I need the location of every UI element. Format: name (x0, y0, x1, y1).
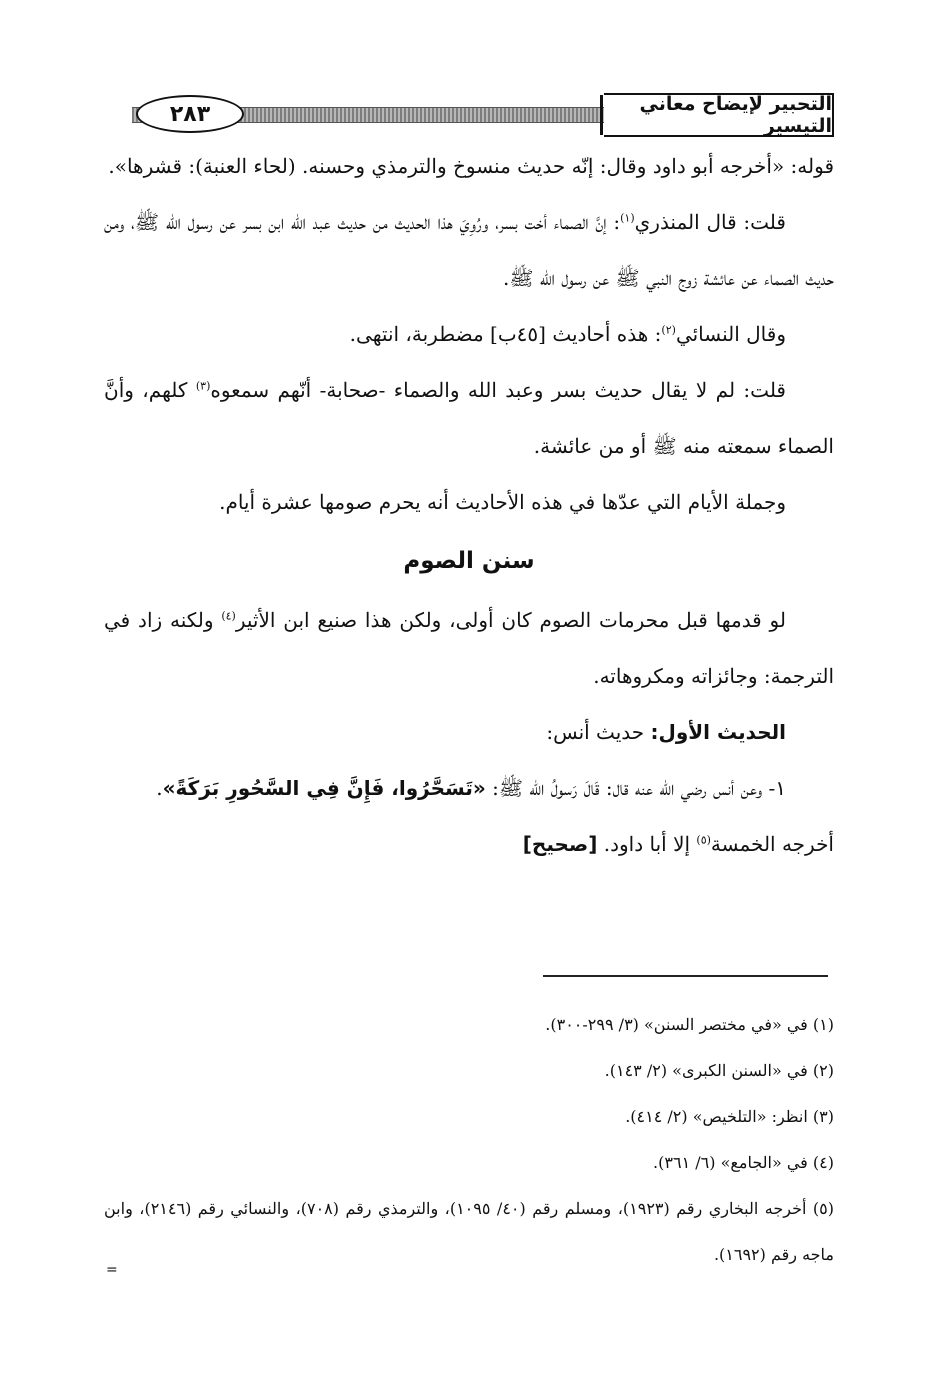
footnote-ref-5: (٥) (696, 833, 711, 847)
paragraph-8: ١- وعن أنس رضي الله عنه قال: قَالَ رَسولُ الله ﷺ: «تَسَحَّرُوا، فَإِنَّ فِي السَّحُورِ بَرَكَةً». (156, 776, 786, 800)
hadith-grade: [صحيح] (522, 832, 598, 856)
footnote-ref-4: (٤) (221, 609, 236, 623)
book-title: التحبير لإيضاح معاني التيسير (604, 93, 834, 137)
footnote-ref-3: (٣) (195, 379, 211, 393)
footnote-1: (١) في «في مختصر السنن» (٣/ ٢٩٩-٣٠٠). (545, 1015, 834, 1034)
page-number: ٢٨٣ (136, 95, 244, 133)
main-text (104, 138, 834, 872)
footnote-divider (543, 975, 828, 977)
footnote-3: (٣) انظر: «التلخيص» (٢/ ٤١٤). (625, 1107, 834, 1126)
paragraph-1: قوله: «أخرجه أبو داود وقال: إنّه حديث منسوخ والترمذي وحسنه. (لحاء العنبة): قشرها». (108, 154, 834, 178)
continuation-mark: = (106, 1262, 118, 1278)
paragraph-9: أخرجه الخمسة$^{(٥)}$ إلا أبا داود. [صحيح] (522, 832, 834, 856)
paragraph-3: وقال النسائي$^{(٢)}$: هذه أحاديث [٤٥ب] مضطربة، انتهى. (349, 322, 786, 346)
paragraph-5: وجملة الأيام التي عدّها في هذه الأحاديث أنه يحرم صومها عشرة أيام. (219, 490, 786, 514)
footnote-2: (٢) في «السنن الكبرى» (٢/ ١٤٣). (604, 1061, 834, 1080)
footnote-ref-1: (١) (620, 211, 635, 225)
paragraph-2: قلت: قال المنذري$^{(١)}$: إنَّ الصماء أخت بسر، ورُوِيَ هذا الحديث من حديث عبد الله ابن بسر عن رسول الله ﷺ، ومن حديث الصماء عن عائشة زوج النبي ﷺ عن رسول الله ﷺ. (104, 210, 834, 290)
footnotes (104, 1002, 834, 1278)
hadith-text: «تَسَحَّرُوا، فَإِنَّ فِي السَّحُورِ بَرَكَةً» (162, 776, 486, 800)
footnote-4: (٤) في «الجامع» (٦/ ٣٦١). (653, 1153, 834, 1172)
footnote-5: (٥) أخرجه البخاري رقم (١٩٢٣)، ومسلم رقم (٤٠/ ١٠٩٥)، والترمذي رقم (٧٠٨)، والنسائي رقم (٢١٤٦)، وابن ماجه رقم (١٦٩٢). (104, 1199, 834, 1264)
paragraph-6: لو قدمها قبل محرمات الصوم كان أولى، ولكن هذا صنيع ابن الأثير$^{(٤)}$ ولكنه زاد في الترجمة: وجائزاته ومكروهاته. (104, 608, 834, 688)
paragraph-7: الحديث الأول: حديث أنس: (546, 720, 786, 744)
footnote-ref-2: (٢) (661, 323, 676, 337)
paragraph-4: قلت: لم لا يقال حديث بسر وعبد الله والصماء -صحابة- أنّهم سمعوه$^{(٣)}$ كلهم، وأنَّ الصماء سمعته منه ﷺ أو من عائشة. (104, 378, 834, 458)
page-header (112, 93, 834, 137)
hadith-label: الحديث الأول: (650, 720, 786, 744)
section-heading: سنن الصوم (403, 548, 535, 574)
